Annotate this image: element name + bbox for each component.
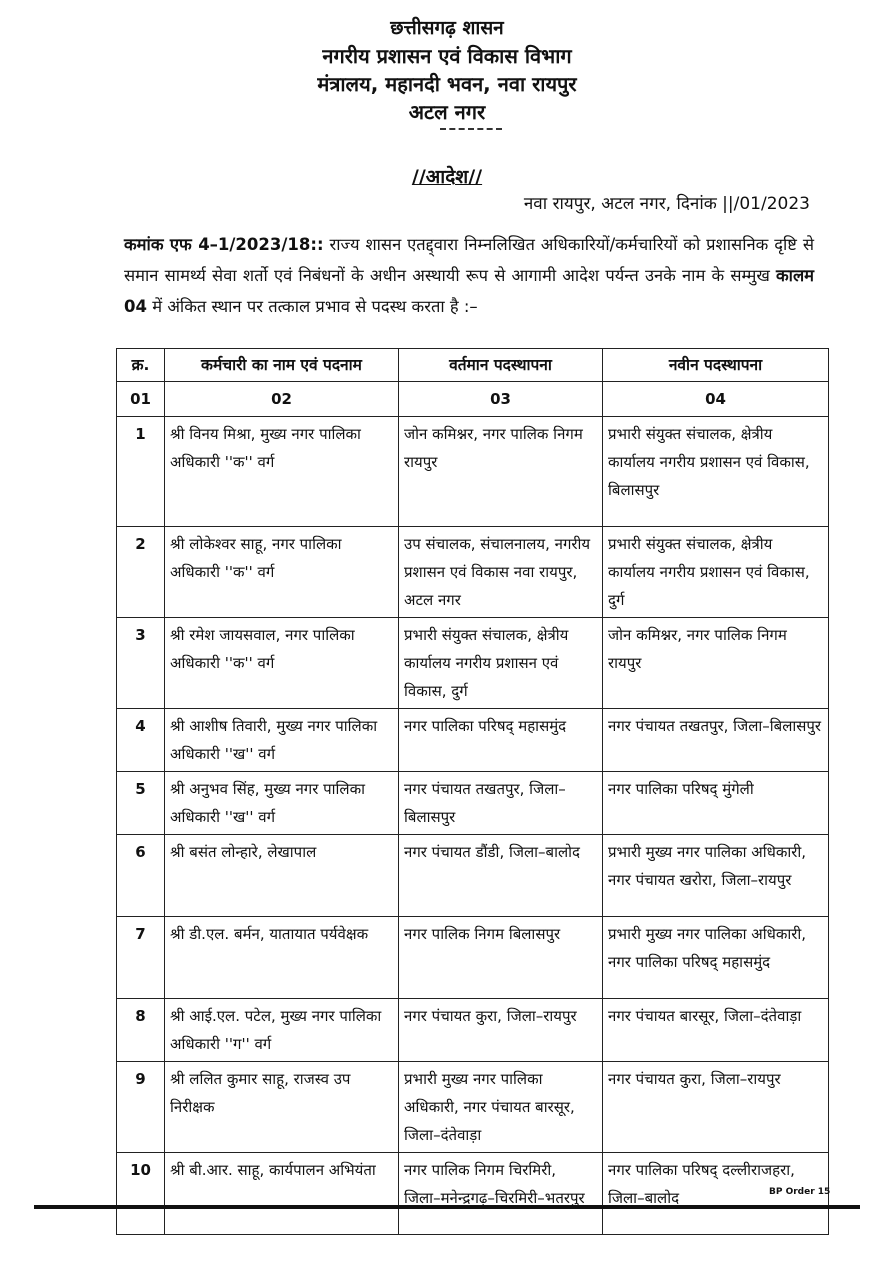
header-address: मंत्रालय, महानदी भवन, नवा रायपुर	[317, 72, 577, 96]
current-posting: नगर पंचायत डौंडी, जिला–बालोद	[399, 835, 603, 917]
table-row	[117, 618, 829, 709]
table-row	[117, 417, 829, 527]
new-posting: नगर पंचायत कुरा, जिला–रायपुर	[603, 1062, 829, 1153]
new-posting: जोन कमिश्नर, नगर पालिक निगम रायपुर	[603, 618, 829, 709]
serial-number: 1	[117, 417, 165, 527]
employee-name: श्री विनय मिश्रा, मुख्य नगर पालिका अधिकारी ''क'' वर्ग	[165, 417, 399, 527]
header-new-posting: नवीन पदस्थापना	[603, 349, 829, 382]
new-posting: नगर पालिका परिषद् दल्लीराजहरा, जिला–बालोद	[603, 1153, 829, 1235]
footer-tag: BP Order 15	[769, 1187, 831, 1197]
table-column-number-row	[117, 382, 829, 417]
new-posting: नगर पंचायत तखतपुर, जिला–बिलासपुर	[603, 709, 829, 772]
new-posting: प्रभारी संयुक्त संचालक, क्षेत्रीय कार्यालय नगरीय प्रशासन एवं विकास, बिलासपुर	[603, 417, 829, 527]
table-row	[117, 999, 829, 1062]
column-number: 03	[399, 382, 603, 417]
serial-number: 10	[117, 1153, 165, 1235]
current-posting: उप संचालक, संचालनालय, नगरीय प्रशासन एवं विकास नवा रायपुर, अटल नगर	[399, 527, 603, 618]
table-row	[117, 709, 829, 772]
new-posting: प्रभारी संयुक्त संचालक, क्षेत्रीय कार्यालय नगरीय प्रशासन एवं विकास, दुर्ग	[603, 527, 829, 618]
new-posting: नगर पालिका परिषद् मुंगेली	[603, 772, 829, 835]
new-posting: प्रभारी मुख्य नगर पालिका अधिकारी, नगर पालिका परिषद् महासमुंद	[603, 917, 829, 999]
header-city: अटल नगर	[408, 100, 486, 124]
order-body: राज्य शासन एतद्द्वारा निम्नलिखित अधिकारियों/कर्मचारियों को प्रशासनिक दृष्टि से समान सामर्थ्य सेवा शर्तो एवं निबंधनों के अधीन अस्थायी रूप से आगामी आदेश पर्यन्त उनके नाम के सम्मुख	[124, 235, 814, 285]
employee-name: श्री अनुभव सिंह, मुख्य नगर पालिका अधिकारी ''ख'' वर्ग	[165, 772, 399, 835]
current-posting: प्रभारी मुख्य नगर पालिका अधिकारी, नगर पंचायत बारसूर, जिला–दंतेवाड़ा	[399, 1062, 603, 1153]
order-title: //आदेश//	[411, 166, 483, 188]
serial-number: 7	[117, 917, 165, 999]
document-page	[36, 0, 858, 1208]
employee-name: श्री लोकेश्वर साहू, नगर पालिका अधिकारी ''क'' वर्ग	[165, 527, 399, 618]
table-row	[117, 1153, 829, 1235]
current-posting: नगर पंचायत तखतपुर, जिला–बिलासपुर	[399, 772, 603, 835]
table-header-row	[117, 349, 829, 382]
employee-name: श्री डी.एल. बर्मन, यातायात पर्यवेक्षक	[165, 917, 399, 999]
employee-name: श्री आई.एल. पटेल, मुख्य नगर पालिका अधिकारी ''ग'' वर्ग	[165, 999, 399, 1062]
header-government: छत्तीसगढ़ शासन	[390, 17, 504, 39]
employee-name: श्री बी.आर. साहू, कार्यपालन अभियंता	[165, 1153, 399, 1235]
posting-table	[116, 348, 829, 1235]
header-separator	[440, 128, 502, 130]
column-number: 02	[165, 382, 399, 417]
table-row	[117, 917, 829, 999]
serial-number: 5	[117, 772, 165, 835]
serial-number: 6	[117, 835, 165, 917]
column-number: 04	[603, 382, 829, 417]
table-row	[117, 835, 829, 917]
current-posting: नगर पालिक निगम चिरमिरी, जिला–मनेन्द्रगढ़–चिरमिरी–भतरपुर	[399, 1153, 603, 1235]
new-posting: नगर पंचायत बारसूर, जिला–दंतेवाड़ा	[603, 999, 829, 1062]
table-row	[117, 527, 829, 618]
page-bottom-rule	[34, 1205, 860, 1209]
employee-name: श्री बसंत लोन्हारे, लेखापाल	[165, 835, 399, 917]
current-posting: नगर पालिका परिषद् महासमुंद	[399, 709, 603, 772]
employee-name: श्री रमेश जायसवाल, नगर पालिका अधिकारी ''क'' वर्ग	[165, 618, 399, 709]
current-posting: नगर पालिक निगम बिलासपुर	[399, 917, 603, 999]
column-reference: कालम 04	[124, 266, 814, 316]
serial-number: 3	[117, 618, 165, 709]
header-current-posting: वर्तमान पदस्थापना	[399, 349, 603, 382]
order-paragraph	[124, 229, 814, 322]
serial-number: 9	[117, 1062, 165, 1153]
order-reference: कमांक एफ 4–1/2023/18::	[124, 235, 324, 254]
employee-name: श्री आशीष तिवारी, मुख्य नगर पालिका अधिकारी ''ख'' वर्ग	[165, 709, 399, 772]
table-row	[117, 772, 829, 835]
header-name: कर्मचारी का नाम एवं पदनाम	[165, 349, 399, 382]
new-posting: प्रभारी मुख्य नगर पालिका अधिकारी, नगर पंचायत खरोरा, जिला–रायपुर	[603, 835, 829, 917]
serial-number: 8	[117, 999, 165, 1062]
current-posting: प्रभारी संयुक्त संचालक, क्षेत्रीय कार्यालय नगरीय प्रशासन एवं विकास, दुर्ग	[399, 618, 603, 709]
current-posting: नगर पंचायत कुरा, जिला–रायपुर	[399, 999, 603, 1062]
serial-number: 4	[117, 709, 165, 772]
serial-number: 2	[117, 527, 165, 618]
employee-name: श्री ललित कुमार साहू, राजस्व उप निरीक्षक	[165, 1062, 399, 1153]
dateline: नवा रायपुर, अटल नगर, दिनांक ||/01/2023	[523, 194, 810, 214]
table-row	[117, 1062, 829, 1153]
order-tail: में अंकित स्थान पर तत्काल प्रभाव से पदस्थ करता है :–	[146, 297, 478, 316]
current-posting: जोन कमिश्नर, नगर पालिक निगम रायपुर	[399, 417, 603, 527]
header-department: नगरीय प्रशासन एवं विकास विभाग	[322, 44, 572, 68]
column-number: 01	[117, 382, 165, 417]
header-serial: क्र.	[117, 349, 165, 382]
